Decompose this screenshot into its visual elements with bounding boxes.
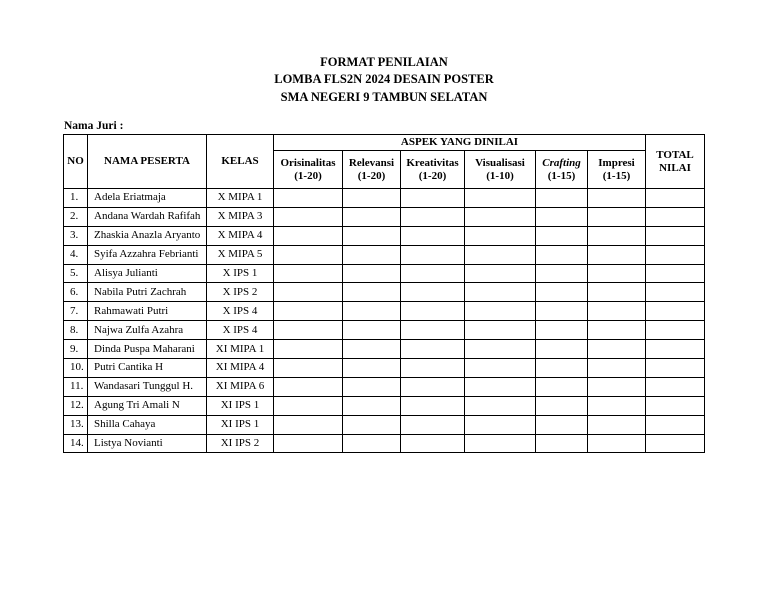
score-cell[interactable] — [401, 396, 465, 415]
score-cell[interactable] — [274, 377, 343, 396]
score-cell[interactable] — [401, 264, 465, 283]
header-aspek-orisinalitas — [274, 151, 343, 189]
score-cell[interactable] — [536, 396, 588, 415]
participant-rows — [64, 189, 705, 453]
table-row — [64, 377, 705, 396]
header-aspek-kreativitas — [401, 151, 465, 189]
total-cell[interactable] — [646, 207, 705, 226]
score-cell[interactable] — [274, 283, 343, 302]
score-cell[interactable] — [536, 340, 588, 359]
row-number: 6. — [64, 283, 88, 302]
total-cell[interactable] — [646, 359, 705, 378]
score-cell[interactable] — [343, 321, 401, 340]
score-cell[interactable] — [588, 321, 646, 340]
score-cell[interactable] — [343, 377, 401, 396]
score-cell[interactable] — [274, 302, 343, 321]
aspek-name: Visualisasi — [475, 156, 525, 169]
score-cell[interactable] — [274, 264, 343, 283]
participant-class: X IPS 1 — [207, 264, 274, 283]
participant-class: XI IPS 2 — [207, 434, 274, 453]
score-cell[interactable] — [343, 245, 401, 264]
total-cell[interactable] — [646, 396, 705, 415]
participant-name: Zhaskia Anazla Aryanto — [88, 226, 207, 245]
table-row — [64, 245, 705, 264]
score-cell[interactable] — [536, 264, 588, 283]
header-total-nilai: TOTAL NILAI — [646, 135, 705, 189]
total-cell[interactable] — [646, 377, 705, 396]
participant-class: XI MIPA 6 — [207, 377, 274, 396]
score-cell[interactable] — [536, 302, 588, 321]
row-number: 13. — [64, 415, 88, 434]
score-cell[interactable] — [274, 434, 343, 453]
participant-name: Najwa Zulfa Azahra — [88, 321, 207, 340]
score-cell[interactable] — [401, 415, 465, 434]
table-row — [64, 434, 705, 453]
aspek-range: (1-20) — [357, 169, 386, 182]
participant-name: Rahmawati Putri — [88, 302, 207, 321]
score-cell[interactable] — [343, 396, 401, 415]
score-cell[interactable] — [536, 359, 588, 378]
table-row — [64, 340, 705, 359]
score-cell[interactable] — [401, 226, 465, 245]
score-cell[interactable] — [274, 359, 343, 378]
score-cell[interactable] — [465, 415, 536, 434]
score-cell[interactable] — [588, 377, 646, 396]
total-cell[interactable] — [646, 415, 705, 434]
table-row — [64, 226, 705, 245]
score-cell[interactable] — [465, 189, 536, 208]
score-cell[interactable] — [401, 245, 465, 264]
score-cell[interactable] — [536, 245, 588, 264]
total-cell[interactable] — [646, 434, 705, 453]
participant-name: Nabila Putri Zachrah — [88, 283, 207, 302]
table-row — [64, 359, 705, 378]
score-cell[interactable] — [465, 434, 536, 453]
score-cell[interactable] — [536, 434, 588, 453]
participant-class: XI IPS 1 — [207, 396, 274, 415]
row-number: 11. — [64, 377, 88, 396]
score-cell[interactable] — [465, 207, 536, 226]
score-cell[interactable] — [588, 340, 646, 359]
score-cell[interactable] — [401, 283, 465, 302]
participant-class: X IPS 2 — [207, 283, 274, 302]
score-cell[interactable] — [343, 359, 401, 378]
score-cell[interactable] — [401, 340, 465, 359]
score-cell[interactable] — [274, 189, 343, 208]
total-cell[interactable] — [646, 321, 705, 340]
score-cell[interactable] — [465, 321, 536, 340]
score-cell[interactable] — [343, 207, 401, 226]
score-cell[interactable] — [465, 359, 536, 378]
document-subtitle-competition: LOMBA FLS2N 2024 DESAIN POSTER — [274, 72, 494, 86]
score-cell[interactable] — [343, 226, 401, 245]
score-cell[interactable] — [588, 283, 646, 302]
score-cell[interactable] — [343, 340, 401, 359]
participant-class: XI MIPA 1 — [207, 340, 274, 359]
score-cell[interactable] — [343, 264, 401, 283]
table-row — [64, 302, 705, 321]
participant-name: Andana Wardah Rafifah — [88, 207, 207, 226]
score-cell[interactable] — [274, 207, 343, 226]
aspek-name: Kreativitas — [406, 156, 459, 169]
table-row — [64, 283, 705, 302]
row-number: 7. — [64, 302, 88, 321]
score-cell[interactable] — [274, 415, 343, 434]
total-cell[interactable] — [646, 264, 705, 283]
score-cell[interactable] — [588, 226, 646, 245]
score-cell[interactable] — [465, 302, 536, 321]
participant-name: Wandasari Tunggul H. — [88, 377, 207, 396]
score-cell[interactable] — [588, 207, 646, 226]
score-cell[interactable] — [465, 377, 536, 396]
header-kelas: KELAS — [207, 135, 274, 189]
score-cell[interactable] — [536, 377, 588, 396]
score-cell[interactable] — [401, 302, 465, 321]
score-cell[interactable] — [588, 359, 646, 378]
header-aspek-visualisasi — [465, 151, 536, 189]
participant-name: Listya Novianti — [88, 434, 207, 453]
score-cell[interactable] — [588, 415, 646, 434]
aspek-name: Orisinalitas — [280, 156, 336, 169]
score-cell[interactable] — [274, 321, 343, 340]
row-number: 1. — [64, 189, 88, 208]
score-cell[interactable] — [588, 434, 646, 453]
table-row — [64, 207, 705, 226]
table-row — [64, 396, 705, 415]
juri-name-label: Nama Juri : — [64, 120, 124, 132]
row-number: 9. — [64, 340, 88, 359]
aspek-range: (1-15) — [547, 169, 576, 182]
score-cell[interactable] — [401, 321, 465, 340]
participant-class: X MIPA 4 — [207, 226, 274, 245]
document-title: FORMAT PENILAIAN — [320, 55, 448, 69]
total-cell[interactable] — [646, 302, 705, 321]
aspek-range: (1-10) — [486, 169, 514, 182]
score-cell[interactable] — [465, 226, 536, 245]
score-cell[interactable] — [588, 189, 646, 208]
row-number: 3. — [64, 226, 88, 245]
score-cell[interactable] — [274, 245, 343, 264]
participant-name: Syifa Azzahra Febrianti — [88, 245, 207, 264]
aspek-range: (1-20) — [418, 169, 447, 182]
participant-class: X IPS 4 — [207, 302, 274, 321]
score-cell[interactable] — [343, 283, 401, 302]
participant-class: X MIPA 5 — [207, 245, 274, 264]
score-cell[interactable] — [343, 189, 401, 208]
score-cell[interactable] — [401, 189, 465, 208]
score-cell[interactable] — [536, 226, 588, 245]
row-number: 2. — [64, 207, 88, 226]
participant-class: X MIPA 1 — [207, 189, 274, 208]
score-cell[interactable] — [536, 189, 588, 208]
row-number: 14. — [64, 434, 88, 453]
aspek-range: (1-20) — [294, 169, 322, 182]
score-cell[interactable] — [465, 340, 536, 359]
row-number: 12. — [64, 396, 88, 415]
header-aspek-crafting — [536, 151, 588, 189]
score-cell[interactable] — [274, 340, 343, 359]
row-number: 8. — [64, 321, 88, 340]
score-cell[interactable] — [536, 321, 588, 340]
total-cell[interactable] — [646, 340, 705, 359]
table-row — [64, 264, 705, 283]
header-aspek-yang-dinilai: ASPEK YANG DINILAI — [274, 135, 646, 151]
row-number: 4. — [64, 245, 88, 264]
participant-class: XI IPS 1 — [207, 415, 274, 434]
aspek-range: (1-15) — [602, 169, 631, 182]
scoring-table — [63, 134, 705, 453]
header-aspek-relevansi — [343, 151, 401, 189]
participant-class: X MIPA 3 — [207, 207, 274, 226]
row-number: 5. — [64, 264, 88, 283]
score-cell[interactable] — [274, 226, 343, 245]
header-aspek-impresi — [588, 151, 646, 189]
score-cell[interactable] — [343, 302, 401, 321]
score-cell[interactable] — [343, 415, 401, 434]
participant-name: Agung Tri Amali N — [88, 396, 207, 415]
header-nama-peserta: NAMA PESERTA — [88, 135, 207, 189]
score-cell[interactable] — [536, 415, 588, 434]
score-cell[interactable] — [465, 283, 536, 302]
table-row — [64, 321, 705, 340]
aspek-name: Crafting — [542, 156, 581, 169]
table-row — [64, 189, 705, 208]
total-cell[interactable] — [646, 245, 705, 264]
participant-name: Adela Eriatmaja — [88, 189, 207, 208]
total-cell[interactable] — [646, 283, 705, 302]
score-cell[interactable] — [401, 377, 465, 396]
score-cell[interactable] — [274, 396, 343, 415]
score-cell[interactable] — [588, 245, 646, 264]
aspek-name: Impresi — [598, 156, 635, 169]
score-cell[interactable] — [465, 396, 536, 415]
score-cell[interactable] — [588, 264, 646, 283]
participant-name: Alisya Julianti — [88, 264, 207, 283]
participant-name: Shilla Cahaya — [88, 415, 207, 434]
document-subtitle-school: SMA NEGERI 9 TAMBUN SELATAN — [280, 90, 488, 104]
participant-class: X IPS 4 — [207, 321, 274, 340]
total-cell[interactable] — [646, 226, 705, 245]
aspek-name: Relevansi — [348, 156, 395, 169]
score-cell[interactable] — [588, 302, 646, 321]
score-cell[interactable] — [401, 207, 465, 226]
score-cell[interactable] — [465, 264, 536, 283]
score-cell[interactable] — [588, 396, 646, 415]
score-cell[interactable] — [401, 359, 465, 378]
header-no: NO — [64, 135, 88, 189]
score-cell[interactable] — [536, 207, 588, 226]
score-cell[interactable] — [465, 245, 536, 264]
total-cell[interactable] — [646, 189, 705, 208]
row-number: 10. — [64, 359, 88, 378]
participant-name: Putri Cantika H — [88, 359, 207, 378]
score-cell[interactable] — [536, 283, 588, 302]
score-cell[interactable] — [401, 434, 465, 453]
participant-class: XI MIPA 4 — [207, 359, 274, 378]
score-cell[interactable] — [343, 434, 401, 453]
participant-name: Dinda Puspa Maharani — [88, 340, 207, 359]
table-row — [64, 415, 705, 434]
